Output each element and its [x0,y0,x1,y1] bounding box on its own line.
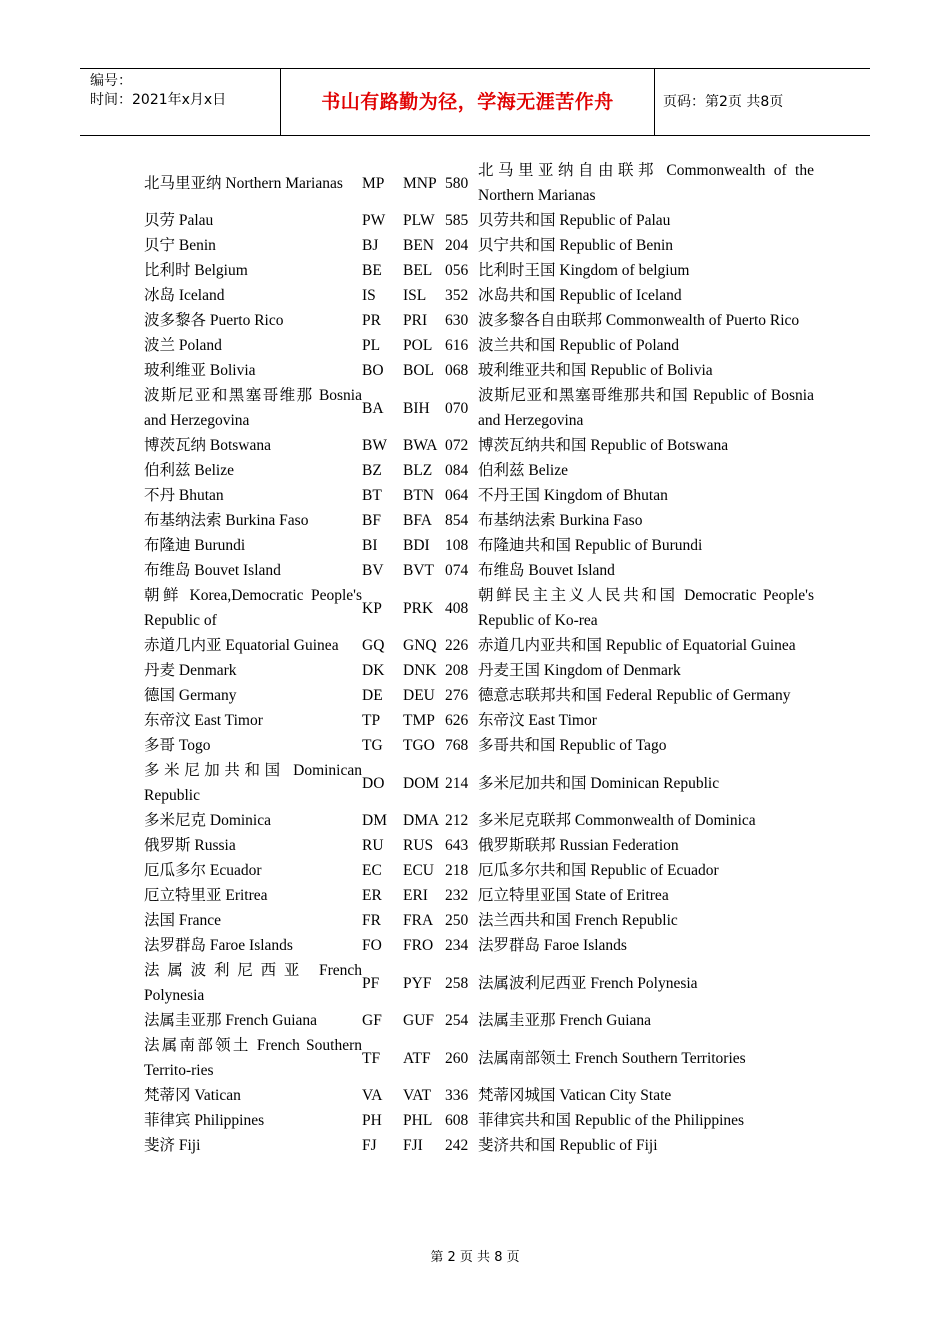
numeric-code-cell: 854 [445,512,469,529]
country-name-cell: 比利时 Belgium [144,262,248,279]
numeric-code-cell: 242 [445,1137,469,1154]
alpha3-code-cell: BTN [403,487,434,504]
table-row [142,683,814,708]
full-name-cell: 波斯尼亚和黑塞哥维那共和国 Republic of Bosnia and Herzegovina [478,387,814,429]
full-name-cell: 法属波利尼西亚 French Polynesia [478,974,698,992]
alpha2-code-cell: PL [362,337,381,354]
numeric-code-cell: 212 [445,812,469,829]
table-row [142,558,814,583]
numeric-code-cell: 250 [445,912,469,929]
numeric-code-cell: 084 [445,462,469,479]
country-name-cell: 菲律宾 Philippines [144,1112,265,1129]
country-name-cell: 贝劳 Palau [144,212,214,229]
alpha3-code-cell: ERI [403,887,428,904]
numeric-code-cell: 068 [445,362,469,379]
numeric-code-cell: 208 [445,662,469,679]
alpha3-code-cell: VAT [403,1087,432,1104]
numeric-code-cell: 580 [445,174,469,192]
page-header [80,68,870,136]
table-row [142,1008,814,1033]
full-name-cell: 布基纳法索 Burkina Faso [478,512,643,529]
alpha2-code-cell: IS [362,287,376,304]
alpha2-code-cell: BT [362,487,382,504]
table-row [142,483,814,508]
numeric-code-cell: 108 [445,537,469,554]
numeric-code-cell: 768 [445,737,469,754]
full-name-cell: 多米尼加共和国 Dominican Republic [478,774,720,792]
alpha3-code-cell: BOL [403,362,434,379]
numeric-code-cell: 074 [445,562,469,579]
alpha2-code-cell: PH [362,1112,382,1129]
table-row [142,1083,814,1108]
numeric-code-cell: 072 [445,437,469,454]
alpha2-code-cell: PF [362,974,380,992]
alpha2-code-cell: BZ [362,462,382,479]
page-footer: 第 2 页 共 8 页 [430,1250,520,1265]
table-row [142,933,814,958]
country-name-cell: 俄罗斯 Russia [144,837,236,854]
alpha3-code-cell: PRI [403,312,428,329]
numeric-code-cell: 234 [445,937,469,954]
full-name-cell: 比利时王国 Kingdom of belgium [478,262,690,279]
numeric-code-cell: 643 [445,837,469,854]
country-name-cell: 布维岛 Bouvet Island [144,562,281,579]
alpha2-code-cell: GF [362,1012,382,1029]
country-name-cell: 博茨瓦纳 Botswana [144,437,272,454]
country-name-cell: 波斯尼亚和黑塞哥维那 Bosnia and Herzegovina [144,387,362,429]
alpha3-code-cell: TMP [403,712,435,729]
table-row [142,733,814,758]
country-name-cell: 梵蒂冈 Vatican [144,1087,241,1104]
alpha2-code-cell: FO [362,937,382,954]
full-name-cell: 布维岛 Bouvet Island [478,562,615,579]
full-name-cell: 法属圭亚那 French Guiana [478,1012,652,1029]
table-row [142,333,814,358]
country-name-cell: 丹麦 Denmark [144,662,237,679]
country-name-cell: 法属圭亚那 French Guiana [144,1012,318,1029]
alpha2-code-cell: VA [362,1087,383,1104]
country-name-cell: 法属南部领土 French Southern Territo-ries [144,1037,362,1079]
full-name-cell: 斐济共和国 Republic of Fiji [478,1137,658,1154]
alpha2-code-cell: ER [362,887,382,904]
full-name-cell: 法兰西共和国 French Republic [478,912,678,929]
table-row [142,233,814,258]
alpha3-code-cell: PLW [403,212,435,229]
full-name-cell: 布隆迪共和国 Republic of Burundi [478,537,703,554]
full-name-cell: 梵蒂冈城国 Vatican City State [478,1087,672,1104]
table-row [142,583,814,633]
table-row [142,833,814,858]
alpha3-code-cell: FRO [403,937,434,954]
numeric-code-cell: 056 [445,262,469,279]
country-code-rows [142,158,814,1158]
full-name-cell: 朝鲜民主主义人民共和国 Democratic People's Republic of Ko-rea [478,587,814,629]
alpha2-code-cell: BI [362,537,378,554]
alpha2-code-cell: DE [362,687,383,704]
country-name-cell: 德国 Germany [144,687,237,704]
alpha2-code-cell: TG [362,737,383,754]
country-name-cell: 多哥 Togo [144,737,211,754]
alpha3-code-cell: TGO [403,737,435,754]
full-name-cell: 厄立特里亚国 State of Eritrea [478,887,669,904]
alpha2-code-cell: BO [362,362,384,379]
alpha2-code-cell: DM [362,812,387,829]
alpha2-code-cell: DK [362,662,385,679]
alpha3-code-cell: POL [403,337,433,354]
alpha2-code-cell: BA [362,399,384,417]
numeric-code-cell: 408 [445,599,469,617]
alpha3-code-cell: RUS [403,837,434,854]
full-name-cell: 菲律宾共和国 Republic of the Philippines [478,1112,745,1129]
alpha2-code-cell: GQ [362,637,385,654]
alpha2-code-cell: PW [362,212,386,229]
alpha3-code-cell: FJI [403,1137,423,1154]
full-name-cell: 多米尼克联邦 Commonwealth of Dominica [478,812,756,829]
country-name-cell: 东帝汶 East Timor [144,712,263,729]
table-row [142,858,814,883]
numeric-code-cell: 070 [445,399,469,417]
alpha2-code-cell: EC [362,862,382,879]
full-name-cell: 贝宁共和国 Republic of Benin [478,237,674,254]
numeric-code-cell: 254 [445,1012,469,1029]
table-row [142,258,814,283]
alpha2-code-cell: RU [362,837,384,854]
country-name-cell: 厄瓜多尔 Ecuador [144,862,262,879]
alpha3-code-cell: BEL [403,262,433,279]
alpha3-code-cell: DOM [403,774,440,792]
full-name-cell: 多哥共和国 Republic of Tago [478,737,667,754]
country-name-cell: 法属波利尼西亚 French Polynesia [144,962,362,1004]
alpha3-code-cell: BEN [403,237,434,254]
full-name-cell: 法罗群岛 Faroe Islands [478,937,627,954]
country-name-cell: 布隆迪 Burundi [144,537,246,554]
table-row [142,208,814,233]
country-name-cell: 伯利兹 Belize [144,462,234,479]
country-name-cell: 法罗群岛 Faroe Islands [144,937,293,954]
alpha3-code-cell: MNP [403,174,437,192]
full-name-cell: 厄瓜多尔共和国 Republic of Ecuador [478,862,719,879]
alpha2-code-cell: BE [362,262,382,279]
numeric-code-cell: 260 [445,1049,469,1067]
alpha3-code-cell: DNK [403,662,437,679]
alpha3-code-cell: PRK [403,599,434,617]
country-name-cell: 多米尼克 Dominica [144,812,271,829]
table-row [142,383,814,433]
full-name-cell: 不丹王国 Kingdom of Bhutan [478,487,668,504]
country-name-cell: 斐济 Fiji [144,1137,201,1154]
table-row [142,458,814,483]
numeric-code-cell: 276 [445,687,469,704]
full-name-cell: 博茨瓦纳共和国 Republic of Botswana [478,437,729,454]
full-name-cell: 伯利兹 Belize [478,462,568,479]
table-row [142,758,814,808]
alpha3-code-cell: BIH [403,399,430,417]
full-name-cell: 波兰共和国 Republic of Poland [478,337,680,354]
alpha3-code-cell: ECU [403,862,434,879]
number-label: 编号： [90,73,132,89]
table-row [142,883,814,908]
numeric-code-cell: 218 [445,862,469,879]
numeric-code-cell: 214 [445,774,469,792]
numeric-code-cell: 204 [445,237,469,254]
country-name-cell: 布基纳法索 Burkina Faso [144,512,309,529]
alpha3-code-cell: BWA [403,437,438,454]
alpha2-code-cell: DO [362,774,385,792]
numeric-code-cell: 626 [445,712,469,729]
table-row [142,958,814,1008]
numeric-code-cell: 226 [445,637,469,654]
table-row [142,808,814,833]
numeric-code-cell: 336 [445,1087,469,1104]
full-name-cell: 俄罗斯联邦 Russian Federation [478,837,679,854]
alpha3-code-cell: PHL [403,1112,433,1129]
numeric-code-cell: 064 [445,487,469,504]
table-row [142,283,814,308]
table-row [142,1133,814,1158]
time-label: 时间：2021年x月x日 [90,92,227,108]
table-row [142,308,814,333]
alpha3-code-cell: DEU [403,687,435,704]
table-row [142,633,814,658]
country-name-cell: 法国 France [144,912,222,929]
alpha3-code-cell: DMA [403,812,440,829]
country-name-cell: 贝宁 Benin [144,237,216,254]
alpha3-code-cell: ISL [403,287,427,304]
full-name-cell: 贝劳共和国 Republic of Palau [478,212,671,229]
numeric-code-cell: 232 [445,887,469,904]
alpha3-code-cell: ATF [403,1049,431,1067]
alpha2-code-cell: BV [362,562,384,579]
alpha2-code-cell: PR [362,312,381,329]
table-row [142,508,814,533]
table-row [142,908,814,933]
full-name-cell: 丹麦王国 Kingdom of Denmark [478,662,681,679]
country-name-cell: 冰岛 Iceland [144,287,225,304]
alpha3-code-cell: BFA [403,512,433,529]
table-row [142,358,814,383]
country-name-cell: 赤道几内亚 Equatorial Guinea [144,637,339,654]
numeric-code-cell: 630 [445,312,469,329]
table-row [142,708,814,733]
alpha2-code-cell: BJ [362,237,379,254]
numeric-code-cell: 585 [445,212,469,229]
numeric-code-cell: 616 [445,337,469,354]
alpha2-code-cell: TP [362,712,381,729]
table-row [142,533,814,558]
alpha2-code-cell: KP [362,599,382,617]
alpha3-code-cell: FRA [403,912,434,929]
table-row [142,1033,814,1083]
alpha2-code-cell: FR [362,912,381,929]
header-meta [80,69,281,135]
country-name-cell: 不丹 Bhutan [144,487,224,504]
full-name-cell: 冰岛共和国 Republic of Iceland [478,287,682,304]
alpha3-code-cell: BLZ [403,462,433,479]
full-name-cell: 北马里亚纳自由联邦 Commonwealth of the Northern Marianas [478,162,814,204]
numeric-code-cell: 258 [445,974,469,992]
table-row [142,1108,814,1133]
country-name-cell: 波多黎各 Puerto Rico [144,312,284,329]
full-name-cell: 东帝汶 East Timor [478,712,597,729]
country-name-cell: 朝鲜 Korea,Democratic People's Republic of [144,587,362,629]
alpha2-code-cell: MP [362,174,385,192]
table-row [142,158,814,208]
alpha2-code-cell: BF [362,512,381,529]
full-name-cell: 法属南部领土 French Southern Territories [478,1049,746,1067]
alpha3-code-cell: BDI [403,537,430,554]
country-code-table [142,158,814,1158]
header-page-info: 页码：第2页 共8页 [663,94,784,110]
alpha2-code-cell: FJ [362,1137,377,1154]
numeric-code-cell: 608 [445,1112,469,1129]
country-name-cell: 厄立特里亚 Eritrea [144,887,268,904]
alpha3-code-cell: GUF [403,1012,435,1029]
alpha2-code-cell: BW [362,437,387,454]
header-motto: 书山有路勤为径，学海无涯苦作舟 [281,69,655,135]
full-name-cell: 赤道几内亚共和国 Republic of Equatorial Guinea [478,637,796,654]
alpha2-code-cell: TF [362,1049,381,1067]
numeric-code-cell: 352 [445,287,469,304]
full-name-cell: 德意志联邦共和国 Federal Republic of Germany [478,687,791,704]
country-name-cell: 玻利维亚 Bolivia [144,362,256,379]
table-row [142,433,814,458]
country-name-cell: 波兰 Poland [144,337,222,354]
table-row [142,658,814,683]
country-name-cell: 多米尼加共和国 Dominican Republic [144,762,362,804]
alpha3-code-cell: BVT [403,562,434,579]
full-name-cell: 波多黎各自由联邦 Commonwealth of Puerto Rico [478,312,800,329]
country-name-cell: 北马里亚纳 Northern Marianas [144,174,343,192]
alpha3-code-cell: PYF [403,974,432,992]
full-name-cell: 玻利维亚共和国 Republic of Bolivia [478,362,713,379]
alpha3-code-cell: GNQ [403,637,437,654]
